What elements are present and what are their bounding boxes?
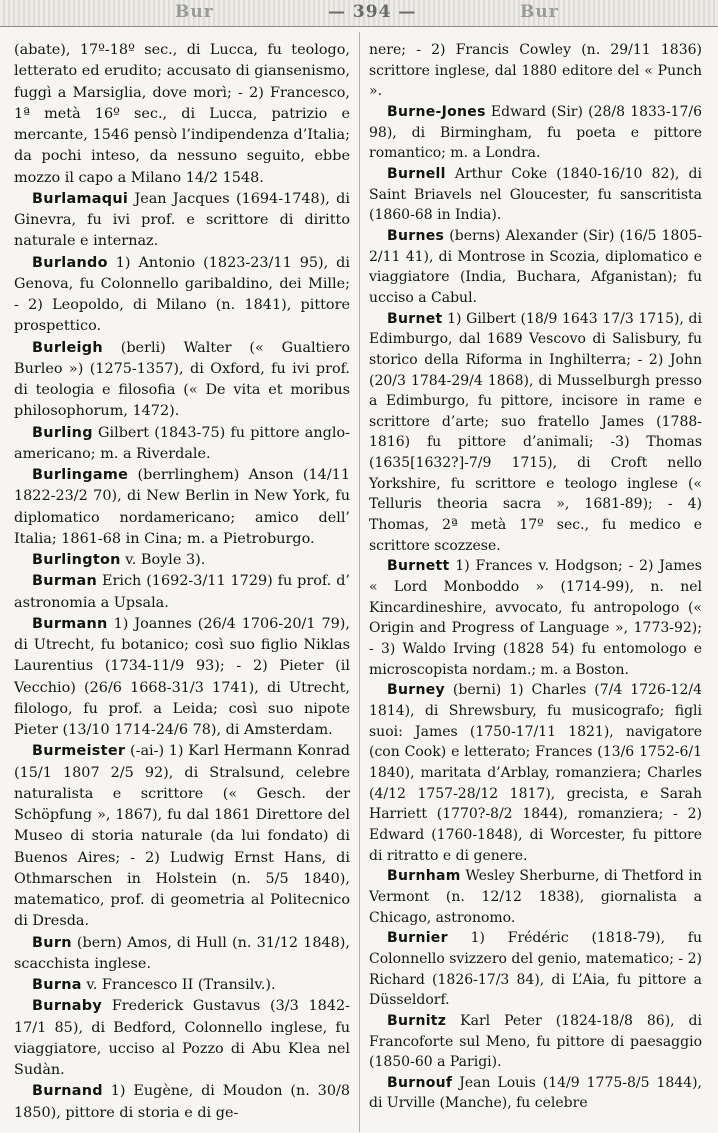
dictionary-entry: [369, 1073, 702, 1114]
entry-text: (abate), 17º-18º sec., di Lucca, fu teologo, letterato ed erudito; accusato di giansenismo, fuggì a Marsiglia, dove morì; - 2) Francesco, 1ª metà 16º sec., di Lucca, patrizio e mercante, 1546 pensò l’indipendenza d’Italia; da pochi inteso, da nessuno seguito, ebbe mozzo il capo a Milano 14/2 1548.: [14, 42, 350, 186]
entry-text: v. Boyle 3).: [120, 552, 206, 568]
entry-headword: Burlington: [32, 552, 121, 568]
dictionary-entry: [14, 1081, 350, 1124]
entry-text: Erich (1692-3/11 1729) fu prof. d’ astronomia a Upsala.: [14, 573, 350, 611]
entry-text: Jean Louis (14/9 1775-8/5 1844), di Urville (Manche), fu celebre: [369, 1074, 702, 1112]
entry-headword: Burmann: [32, 615, 108, 632]
entry-headword: Burleigh: [32, 339, 103, 356]
entry-text: (berni) 1) Charles (7/4 1726-12/4 1814), di Shrewsbury, fu musicografo; figli suoi: James (1750-17/11 1821), navigatore (con Cook) e letterato; Frances (13/6 1752-6/1 1840), maritata d’Arblay, romanziera; Charles (4/12 1757-28/12 1817), grecista, e Sarah Harriett (1770?-8/2 1844), romanziera; - 2) Edward (1760-1848), di Worcester, fu pittore di ritratto e di genere.: [369, 682, 702, 864]
entry-headword: Burman: [32, 573, 98, 590]
dictionary-entry: [369, 226, 702, 309]
entry-text: 1) Antonio (1823-23/11 95), di Genova, fu Colonnello garibaldino, dei Mille; - 2) Leopoldo, di Milano (n. 1841), pittore prospettico.: [14, 254, 350, 335]
entry-text: (berns) Alexander (Sir) (16/5 1805-2/11 41), di Montrose in Scozia, diplomatico e viaggiatore (India, Buchara, Afganistan); fu ucciso a Cabul.: [369, 227, 702, 306]
dictionary-entry: [369, 556, 702, 680]
entry-headword: Burnham: [387, 868, 461, 885]
entry-text: Edward (Sir) (28/8 1833-17/6 98), di Birmingham, fu poeta e pittore romantico; m. a Londra.: [369, 103, 702, 162]
entry-headword: Burnand: [32, 1083, 103, 1100]
dictionary-entry: [14, 996, 350, 1081]
entry-text: Jean Jacques (1694-1748), di Ginevra, fu ivi prof. e scrittore di diritto naturale e internaz.: [14, 190, 350, 250]
entry-headword: Burling: [32, 424, 93, 441]
entry-text: Gilbert (1843-75) fu pittore anglo-americano; m. a Riverdale.: [14, 424, 350, 462]
dictionary-entry: [14, 975, 350, 996]
entry-text: 1) Joannes (26/4 1706-20/1 79), di Utrecht, fu botanico; così suo figlio Niklas Laurentius (1734-11/9 93); - 2) Pieter (il Vecchio) (26/6 1668-31/3 1741), di Utrecht, filologo, fu prof. a Leida; così suo nipote Pieter (13/10 1714-24/6 78), di Amsterdam.: [14, 615, 350, 738]
dictionary-entry: [14, 40, 350, 189]
entry-headword: Burnaby: [32, 998, 103, 1015]
dictionary-entry: [14, 465, 350, 550]
entry-headword: Burnet: [387, 310, 443, 327]
entry-headword: Burna: [32, 977, 82, 993]
entry-text: 1) Gilbert (18/9 1643 17/3 1715), di Edimburgo, dal 1689 Vescovo di Salisbury, fu storico della Riforma in Inghilterra; - 2) John (20/3 1784-29/4 1868), di Musselburgh presso a Edimburgo, fu pittore, incisore in rame e scrittore d’arte; suo fratello James (1788-1816) fu pittore d’animali; -3) Thomas (1635[1632?]-7/9 1715), di Croft nello Yorkshire, fu scrittore e teologo inglese (« Telluris theoria sacra », 1681-89); - 4) Thomas, 2ª metà 17º sec., fu medico e scrittore scozzese.: [369, 310, 702, 554]
column-divider: [359, 32, 360, 1132]
dictionary-entry: [369, 40, 702, 102]
entry-text: Arthur Coke (1840-16/10 82), di Saint Briavels nel Gloucester, fu sanscritista (1860-68 in India).: [369, 165, 702, 224]
dictionary-entry: [14, 933, 350, 976]
entry-text: v. Francesco II (Transilv.).: [81, 977, 276, 993]
running-head-right: Bur: [520, 2, 559, 22]
left-column: [14, 40, 350, 1124]
running-head-left: Bur: [175, 2, 214, 22]
entry-headword: Burlingame: [32, 467, 129, 483]
dictionary-entry: [369, 866, 702, 928]
dictionary-entry: [14, 189, 350, 253]
dictionary-entry: [14, 571, 350, 614]
dictionary-entry: [369, 680, 702, 866]
entry-headword: Burne-Jones: [387, 103, 486, 120]
entry-headword: Burnes: [387, 227, 445, 244]
dictionary-entry: [369, 1011, 702, 1073]
entry-headword: Burlando: [32, 254, 108, 271]
entry-headword: Burn: [32, 934, 72, 951]
entry-headword: Burmeister: [32, 743, 126, 760]
dictionary-entry: [369, 102, 702, 164]
entry-text: (berrlinghem) Anson (14/11 1822-23/2 70), di New Berlin in New York, fu diplomatico nordamericano; amico dell’ Italia; 1861-68 in Cina; m. a Pietroburgo.: [14, 467, 350, 547]
dictionary-entry: [14, 253, 350, 338]
entry-headword: Burnett: [387, 558, 450, 575]
entry-text: (berli) Walter (« Gualtiero Burleo ») (1275-1357), di Oxford, fu ivi prof. di teologia e filosofia (« De vita et moribus philosophorum, 1472).: [14, 339, 350, 420]
entry-text: 1) Frances v. Hodgson; - 2) James « Lord Monboddo » (1714-99), n. nel Kincardineshire, avvocato, fu antropologo (« Origin and Progress of Language », 1773-92); - 3) Waldo Irving (1828 54) fu entomologo e microscopista nordam.; m. a Boston.: [369, 558, 702, 678]
entry-text: 1) Eugène, di Moudon (n. 30/8 1850), pittore di storia e di ge-: [14, 1083, 350, 1121]
entry-text: 1) Frédéric (1818-79), fu Colonnello svizzero del genio, matematico; - 2) Richard (1826-17/3 84), di L’Aia, fu pittore a Düsseldorf.: [369, 930, 702, 1009]
dictionary-entry: [14, 741, 350, 932]
right-column: [369, 40, 702, 1114]
dictionary-entry: [14, 614, 350, 742]
entry-text: Wesley Sherburne, di Thetford in Vermont (n. 12/12 1838), giornalista a Chicago, astronomo.: [369, 868, 702, 926]
dictionary-entry: [14, 338, 350, 423]
entry-headword: Burnell: [387, 165, 446, 182]
entry-text: (bern) Amos, di Hull (n. 31/12 1848), scacchista inglese.: [14, 934, 350, 972]
dictionary-entry: [14, 550, 350, 571]
page-number: — 394 —: [328, 2, 417, 22]
dictionary-entry: [14, 423, 350, 466]
entry-headword: Burnier: [387, 930, 448, 947]
entry-text: (-ai-) 1) Karl Hermann Konrad (15/1 1807 2/5 92), di Stralsund, celebre naturalista e scrittore (« Gesch. der Schöpfung », 1867), fu dal 1861 Direttore del Museo di storia naturale (da lui fondato) di Buenos Aires; - 2) Ludwig Ernst Hans, di Othmarschen in Holstein (n. 5/5 1840), matematico, prof. di geometria al Politecnico di Dresda.: [14, 743, 350, 930]
page-header: [0, 0, 718, 27]
entry-headword: Burney: [387, 682, 445, 699]
dictionary-entry: [369, 309, 702, 557]
entry-headword: Burlamaqui: [32, 190, 129, 207]
entry-headword: Burnitz: [387, 1012, 447, 1029]
dictionary-entry: [369, 928, 702, 1011]
entry-headword: Burnouf: [387, 1074, 453, 1091]
entry-text: Karl Peter (1824-18/8 86), di Francoforte sul Meno, fu pittore di paesaggio (1850-60 a Parigi).: [369, 1012, 702, 1071]
entry-text: nere; - 2) Francis Cowley (n. 29/11 1836) scrittore inglese, dal 1880 editore del « Punch ».: [369, 42, 702, 100]
dictionary-entry: [369, 164, 702, 226]
entry-text: Frederick Gustavus (3/3 1842-17/1 85), di Bedford, Colonnello inglese, fu viaggiatore, ucciso al Pozzo di Abu Klea nel Sudàn.: [14, 998, 350, 1078]
